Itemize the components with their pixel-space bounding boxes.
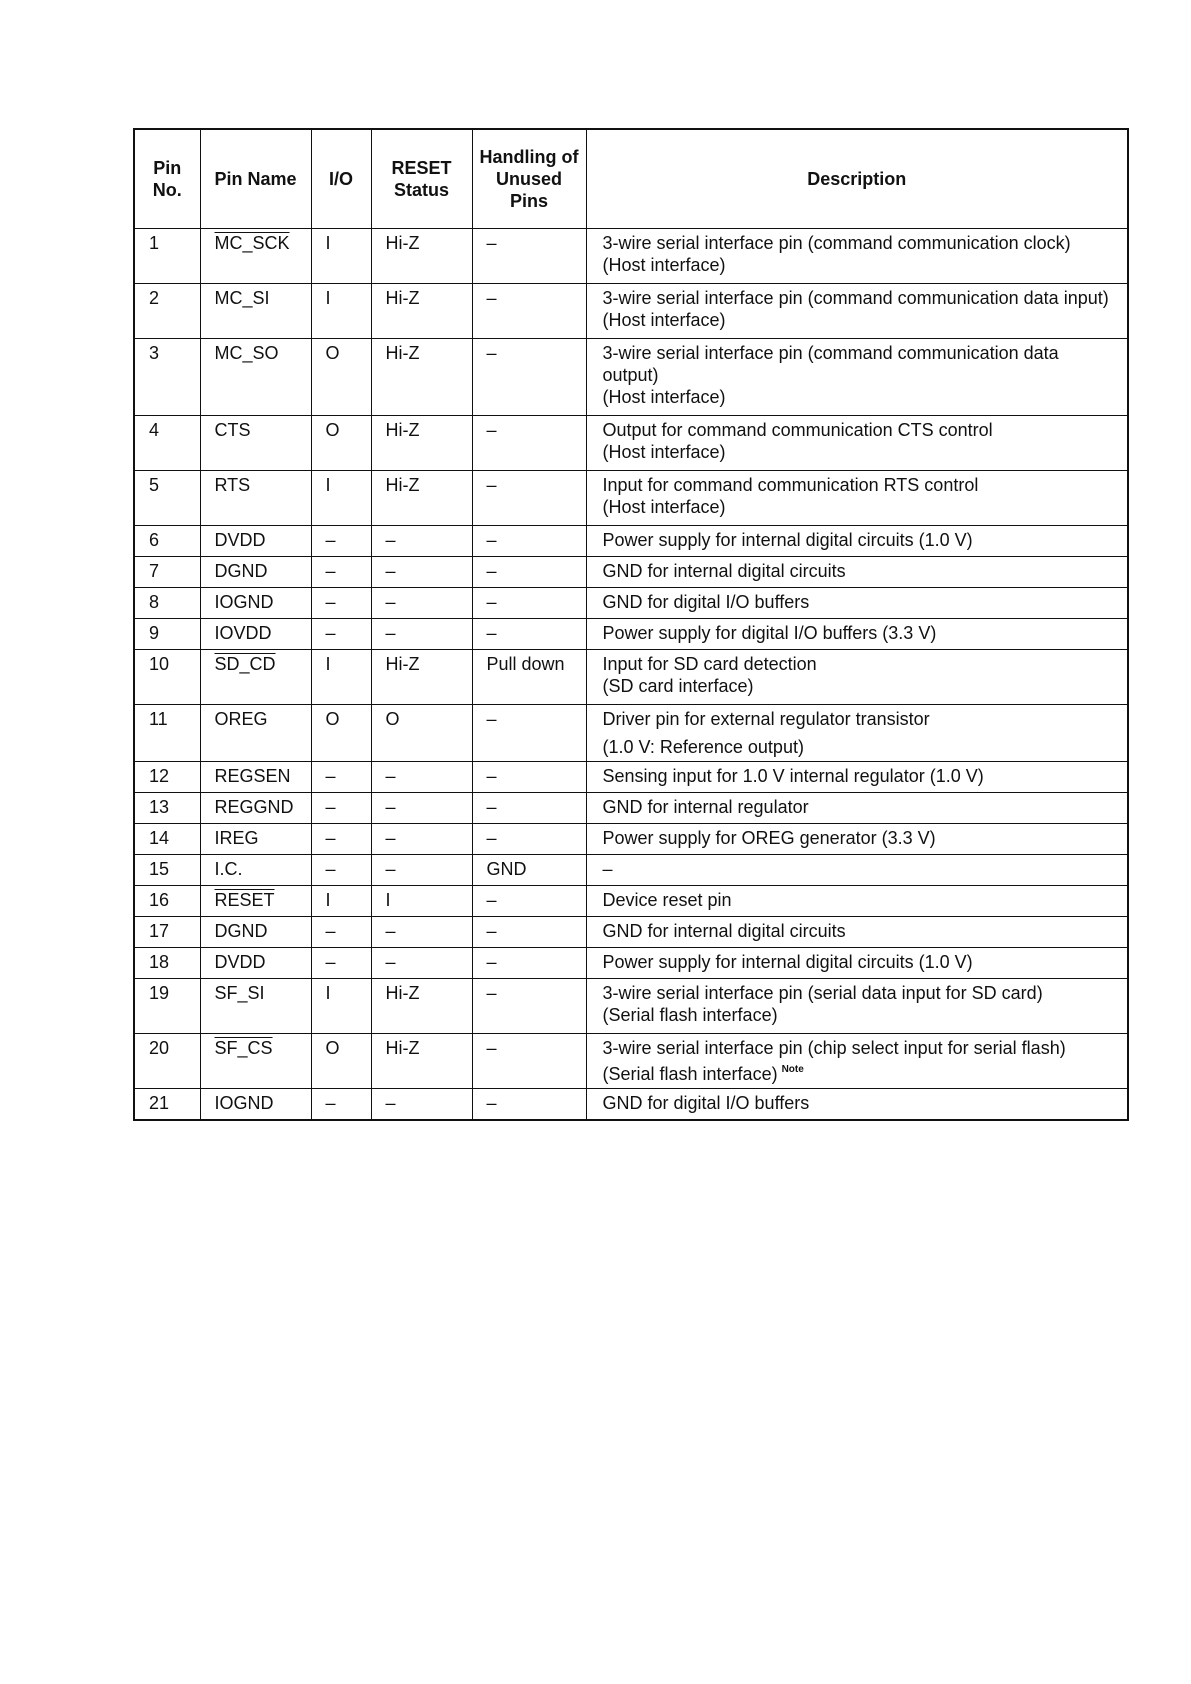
description-line: GND for internal regulator: [602, 797, 809, 817]
pin-description: [586, 824, 1128, 855]
pin-reset-status: Hi-Z: [371, 1034, 472, 1089]
pin-description: [586, 229, 1128, 284]
description-line: (Host interface): [602, 255, 726, 275]
pin-reset-status: Hi-Z: [371, 650, 472, 705]
table-row: [134, 855, 1128, 886]
pin-description: [586, 650, 1128, 705]
pin-handling: –: [472, 1034, 586, 1089]
pin-reset-status: –: [371, 793, 472, 824]
description-line: Power supply for internal digital circuits (1.0 V): [602, 952, 973, 972]
pin-name: OREG: [200, 705, 311, 762]
pin-no: 1: [134, 229, 200, 284]
pin-handling: –: [472, 619, 586, 650]
pin-name: [200, 650, 311, 705]
table-row: [134, 979, 1128, 1034]
pin-name: REGSEN: [200, 762, 311, 793]
description-line: Driver pin for external regulator transistor: [602, 709, 930, 729]
pin-description: [586, 1034, 1128, 1089]
pin-no: 15: [134, 855, 200, 886]
pin-no: 17: [134, 917, 200, 948]
table-row: [134, 557, 1128, 588]
pin-io: I: [311, 284, 371, 339]
description-line: Sensing input for 1.0 V internal regulator (1.0 V): [602, 766, 984, 786]
pin-handling: –: [472, 1089, 586, 1121]
pin-description: [586, 855, 1128, 886]
pin-handling: –: [472, 824, 586, 855]
description-line: Input for command communication RTS control: [602, 475, 979, 495]
pin-name-text: RESET: [214, 890, 275, 910]
table-row: [134, 526, 1128, 557]
pin-handling: –: [472, 339, 586, 416]
pin-handling: –: [472, 886, 586, 917]
pin-reset-status: Hi-Z: [371, 416, 472, 471]
pin-io: I: [311, 650, 371, 705]
pin-handling: –: [472, 793, 586, 824]
pin-io: –: [311, 917, 371, 948]
table-row: [134, 284, 1128, 339]
pin-handling: –: [472, 588, 586, 619]
pin-handling: Pull down: [472, 650, 586, 705]
description-line: [603, 1059, 1122, 1085]
pin-handling: –: [472, 229, 586, 284]
table-row: [134, 793, 1128, 824]
pin-description: [586, 526, 1128, 557]
pin-handling: –: [472, 471, 586, 526]
description-line: (Serial flash interface): [602, 1005, 778, 1025]
pin-io: –: [311, 588, 371, 619]
pin-io: I: [311, 979, 371, 1034]
pin-handling: –: [472, 948, 586, 979]
description-line: 3-wire serial interface pin (command communication clock): [602, 233, 1071, 253]
pin-no: 7: [134, 557, 200, 588]
pin-description: [586, 416, 1128, 471]
table-row: [134, 1034, 1128, 1089]
pin-io: –: [311, 948, 371, 979]
description-line: GND for digital I/O buffers: [602, 1093, 810, 1113]
pin-io: –: [311, 557, 371, 588]
pin-handling: –: [472, 284, 586, 339]
pin-no: 21: [134, 1089, 200, 1121]
description-line: Power supply for OREG generator (3.3 V): [602, 828, 936, 848]
header-reset-status: RESET Status: [371, 129, 472, 229]
pin-name: IREG: [200, 824, 311, 855]
header-io: I/O: [311, 129, 371, 229]
table-row: [134, 588, 1128, 619]
pin-description: [586, 1089, 1128, 1121]
description-line: output): [602, 365, 659, 385]
pin-handling: –: [472, 705, 586, 762]
table-row: [134, 886, 1128, 917]
table-row: [134, 948, 1128, 979]
pin-reset-status: Hi-Z: [371, 471, 472, 526]
table-row: [134, 705, 1128, 762]
pin-name-text: SD_CD: [214, 654, 276, 674]
pin-handling: –: [472, 557, 586, 588]
pin-name: [200, 886, 311, 917]
pin-io: I: [311, 886, 371, 917]
description-line: Power supply for digital I/O buffers (3.3 V): [602, 623, 937, 643]
table-row: [134, 471, 1128, 526]
description-line: Input for SD card detection: [602, 654, 817, 674]
pin-reset-status: I: [371, 886, 472, 917]
description-line: (1.0 V: Reference output): [602, 737, 804, 757]
pin-reset-status: –: [371, 917, 472, 948]
table-row: [134, 917, 1128, 948]
pin-no: 2: [134, 284, 200, 339]
pin-name: MC_SO: [200, 339, 311, 416]
pin-io: –: [311, 762, 371, 793]
pin-io: O: [311, 705, 371, 762]
description-line: 3-wire serial interface pin (chip select input for serial flash): [602, 1038, 1066, 1058]
pin-name: [200, 1034, 311, 1089]
description-line: (Host interface): [602, 442, 726, 462]
pin-reset-status: –: [371, 619, 472, 650]
pin-io: –: [311, 824, 371, 855]
pin-reset-status: –: [371, 855, 472, 886]
pin-description: [586, 339, 1128, 416]
pin-no: 12: [134, 762, 200, 793]
pin-no: 19: [134, 979, 200, 1034]
table-row: [134, 339, 1128, 416]
pin-io: –: [311, 619, 371, 650]
pin-description: [586, 284, 1128, 339]
description-line: (SD card interface): [602, 676, 754, 696]
pin-description: [586, 917, 1128, 948]
pin-handling: –: [472, 526, 586, 557]
header-pin-no: Pin No.: [134, 129, 200, 229]
pin-reset-status: –: [371, 526, 472, 557]
header-pin-name: Pin Name: [200, 129, 311, 229]
description-line: GND for internal digital circuits: [602, 561, 846, 581]
pin-name: DVDD: [200, 526, 311, 557]
pin-io: –: [311, 1089, 371, 1121]
pin-reset-status: –: [371, 824, 472, 855]
pin-handling: –: [472, 416, 586, 471]
pin-io: O: [311, 1034, 371, 1089]
pin-name: [200, 229, 311, 284]
pin-no: 10: [134, 650, 200, 705]
header-handling-unused: Handling of Unused Pins: [472, 129, 586, 229]
pin-io: I: [311, 471, 371, 526]
table-row: [134, 824, 1128, 855]
note-marker: Note: [781, 1064, 804, 1075]
description-line: Power supply for internal digital circuits (1.0 V): [602, 530, 973, 550]
pin-handling: –: [472, 917, 586, 948]
table-row: [134, 1089, 1128, 1121]
pin-no: 9: [134, 619, 200, 650]
pin-description: [586, 557, 1128, 588]
pin-name: DGND: [200, 557, 311, 588]
pin-description: [586, 793, 1128, 824]
pin-name: CTS: [200, 416, 311, 471]
pin-no: 13: [134, 793, 200, 824]
table-row: [134, 229, 1128, 284]
description-line: Output for command communication CTS control: [602, 420, 993, 440]
pin-function-table: [133, 128, 1129, 1121]
pin-io: O: [311, 416, 371, 471]
pin-name: MC_SI: [200, 284, 311, 339]
pin-io: –: [311, 793, 371, 824]
description-line: GND for internal digital circuits: [602, 921, 846, 941]
pin-reset-status: –: [371, 557, 472, 588]
description-line: 3-wire serial interface pin (command communication data input): [602, 288, 1109, 308]
pin-reset-status: –: [371, 1089, 472, 1121]
pin-reset-status: Hi-Z: [371, 284, 472, 339]
pin-io: –: [311, 526, 371, 557]
pin-reset-status: Hi-Z: [371, 339, 472, 416]
pin-name: DGND: [200, 917, 311, 948]
pin-description: [586, 471, 1128, 526]
pin-description: [586, 886, 1128, 917]
pin-name: REGGND: [200, 793, 311, 824]
pin-no: 20: [134, 1034, 200, 1089]
pin-io: –: [311, 855, 371, 886]
pin-name: SF_SI: [200, 979, 311, 1034]
pin-reset-status: –: [371, 588, 472, 619]
pin-no: 6: [134, 526, 200, 557]
pin-reset-status: O: [371, 705, 472, 762]
pin-description: [586, 762, 1128, 793]
pin-no: 4: [134, 416, 200, 471]
description-line: 3-wire serial interface pin (serial data input for SD card): [602, 983, 1043, 1003]
pin-reset-status: –: [371, 762, 472, 793]
header-description: Description: [586, 129, 1128, 229]
pin-no: 14: [134, 824, 200, 855]
pin-reset-status: Hi-Z: [371, 229, 472, 284]
pin-description: [586, 979, 1128, 1034]
pin-no: 5: [134, 471, 200, 526]
description-line: Device reset pin: [602, 890, 732, 910]
pin-io: O: [311, 339, 371, 416]
pin-handling: –: [472, 762, 586, 793]
table-row: [134, 762, 1128, 793]
pin-name-text: SF_CS: [214, 1038, 273, 1058]
description-line: (Host interface): [602, 387, 726, 407]
pin-no: 16: [134, 886, 200, 917]
description-line: (Host interface): [602, 310, 726, 330]
pin-name: I.C.: [200, 855, 311, 886]
pin-name-text: MC_SCK: [214, 233, 290, 253]
pin-reset-status: –: [371, 948, 472, 979]
pin-handling: GND: [472, 855, 586, 886]
pin-handling: –: [472, 979, 586, 1034]
pin-name: IOGND: [200, 588, 311, 619]
pin-name: RTS: [200, 471, 311, 526]
pin-reset-status: Hi-Z: [371, 979, 472, 1034]
pin-description: [586, 588, 1128, 619]
description-line: GND for digital I/O buffers: [602, 592, 810, 612]
description-line: –: [602, 859, 613, 879]
description-line: (Host interface): [602, 497, 726, 517]
table-row: [134, 619, 1128, 650]
pin-description: [586, 948, 1128, 979]
pin-description: [586, 705, 1128, 762]
pin-name: IOGND: [200, 1089, 311, 1121]
pin-no: 3: [134, 339, 200, 416]
description-line: 3-wire serial interface pin (command communication data: [602, 343, 1059, 363]
pin-no: 11: [134, 705, 200, 762]
table-row: [134, 650, 1128, 705]
table-header-row: [134, 129, 1128, 229]
pin-name: IOVDD: [200, 619, 311, 650]
pin-description: [586, 619, 1128, 650]
description-text: (Serial flash interface): [602, 1064, 778, 1084]
pin-no: 8: [134, 588, 200, 619]
pin-name: DVDD: [200, 948, 311, 979]
pin-io: I: [311, 229, 371, 284]
pin-no: 18: [134, 948, 200, 979]
table-row: [134, 416, 1128, 471]
